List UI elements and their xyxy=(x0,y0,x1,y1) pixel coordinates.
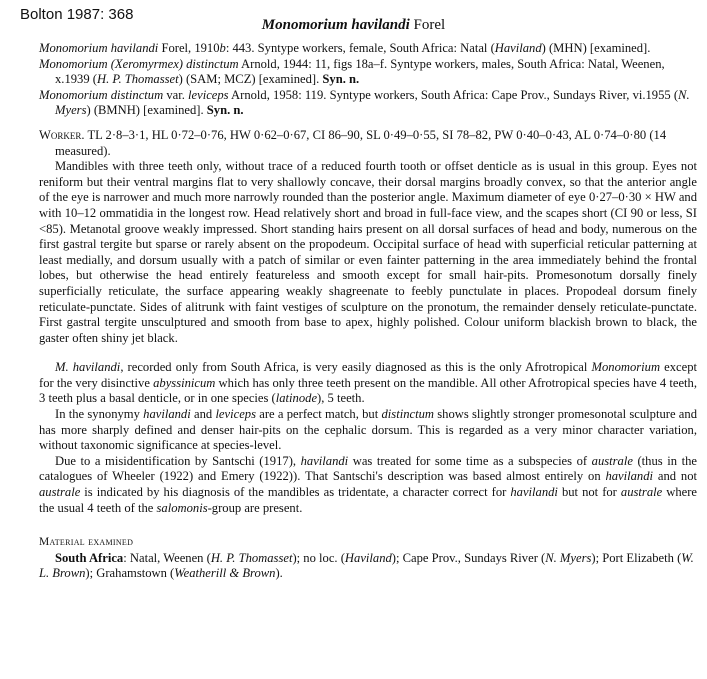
collector: Haviland xyxy=(494,41,542,55)
syn-nov: Syn. n. xyxy=(322,72,360,87)
synonym-entry: Monomorium havilandi Forel, 1910b: 443. Syntype workers, female, South Africa: Natal (Haviland) (MHN) [examined]. xyxy=(39,41,651,55)
species-name: Monomorium havilandi xyxy=(261,17,410,33)
syn-nov: Syn. n. xyxy=(206,103,244,118)
collector: H. P. Thomasset xyxy=(96,72,179,87)
discussion-paragraph: In the synonymy havilandi and leviceps are a perfect match, but distinctum shows slightly stronger promesonotal sculpture and has more sharply defined and denser hair-pits on the cephalic dorsum. This is regarded as a very minor character variation, without taxonomic significance at species-level. xyxy=(39,407,697,453)
material-heading: Material examined xyxy=(39,536,134,549)
synonym-entry: Monomorium (Xeromyrmex) distinctum Arnold, 1944: 11, figs 18a–f. Syntype workers, males, South Africa: Natal, Weenen, x.1939 (H. P. Thomasset) (SAM; MCZ) [examined]. Syn. n. xyxy=(39,56,665,87)
species-account xyxy=(39,41,697,582)
worker-measurements: Worker. TL 2·8–3·1, HL 0·72–0·76, HW 0·62–0·67, CI 86–90, SL 0·49–0·55, SI 78–82, PW 0·40–0·43, AL 0·74–0·80 (14 measured). xyxy=(39,127,667,158)
species-author: Forel xyxy=(413,17,446,33)
discussion-paragraph: Due to a misidentification by Santschi (1917), havilandi was treated for some time as a subspecies of australe (thus in the catalogues of Wheeler (1922) and Emery (1922)). That Santschi's description was based almost entirely on havilandi and not australe is indicated by his diagnosis of the mandibles as tridentate, a character correct for havilandi but not for australe where the usual 4 teeth of the salomonis-group are present. xyxy=(39,453,697,515)
discussion xyxy=(39,360,697,516)
taxon-name: Monomorium distinctum xyxy=(39,87,164,102)
collector: N. Myers xyxy=(55,87,690,118)
material-region: South Africa xyxy=(55,550,124,565)
worker-label: Worker. xyxy=(39,127,85,142)
worker-diagnosis: Mandibles with three teeth only, without trace of a reduced fourth tooth or offset denticle as is usual in this group. Eyes not reniform but their ventral margins flat to very shallowly concave, their dorsal margins broadly convex, so that the anterior angle of the eye is narrower and much more narrowly rounded than the posterior angle. Maximum diameter of eye 0·27–0·30 × HW and with 10–12 ommatidia in the longest row. Head relatively short and broad in full-face view, and the scapes short (CI 90 or less, SI <85). Metanotal groove weakly impressed. Short standing hairs present on all dorsal surfaces of head and body, numerous on the first gastral tergite but sparse or rarely absent on the propodeum. Occipital surface of head with superficial reticular patterning at least medially, and dorsum usually with a patch of similar or even fainter patterning in the area immediately behind the frontal lobes, but otherwise the head entirely featureless and smooth except for small hair-pits. Promesonotum dorsally finely superficially reticulate, the surface appearing weakly shagreenate to feebly punctulate in places. Propodeal dorsum finely reticulate-punctate. Sides of alitrunk with faint vestiges of sculpture on the pronotum, the remainder densely reticulate-punctate. First gastral tergite unsculptured and smooth from base to apex, highly polished. Colour uniform blackish brown to black, the gaster often shiny jet black. xyxy=(39,159,697,345)
page-reference: Bolton 1987: 368 xyxy=(20,6,134,23)
worker-description xyxy=(39,128,697,346)
taxon-name: Monomorium (Xeromyrmex) distinctum xyxy=(39,56,239,71)
material-list: South Africa: Natal, Weenen (H. P. Thomasset); no loc. (Haviland); Cape Prov., Sundays River (N. Myers); Port Elizabeth (W. L. Brown); Grahamstown (Weatherill & Brown). xyxy=(39,550,694,581)
discussion-paragraph: M. havilandi, recorded only from South Africa, is very easily diagnosed as this is the only Afrotropical Monomorium except for the very disinctive abyssinicum which has only three teeth present on the mandible. All other Afrotropical species have 4 teeth, 3 teeth plus a basal denticle, or in one species (latinode), 5 teeth. xyxy=(39,360,698,406)
synonym-entry: Monomorium distinctum var. leviceps Arnold, 1958: 119. Syntype workers, South Africa: Cape Prov., Sundays River, vi.1955 (N. Myers) (BMNH) [examined]. Syn. n. xyxy=(39,87,690,118)
taxon-name: Monomorium havilandi xyxy=(39,41,159,55)
species-title xyxy=(0,17,707,34)
